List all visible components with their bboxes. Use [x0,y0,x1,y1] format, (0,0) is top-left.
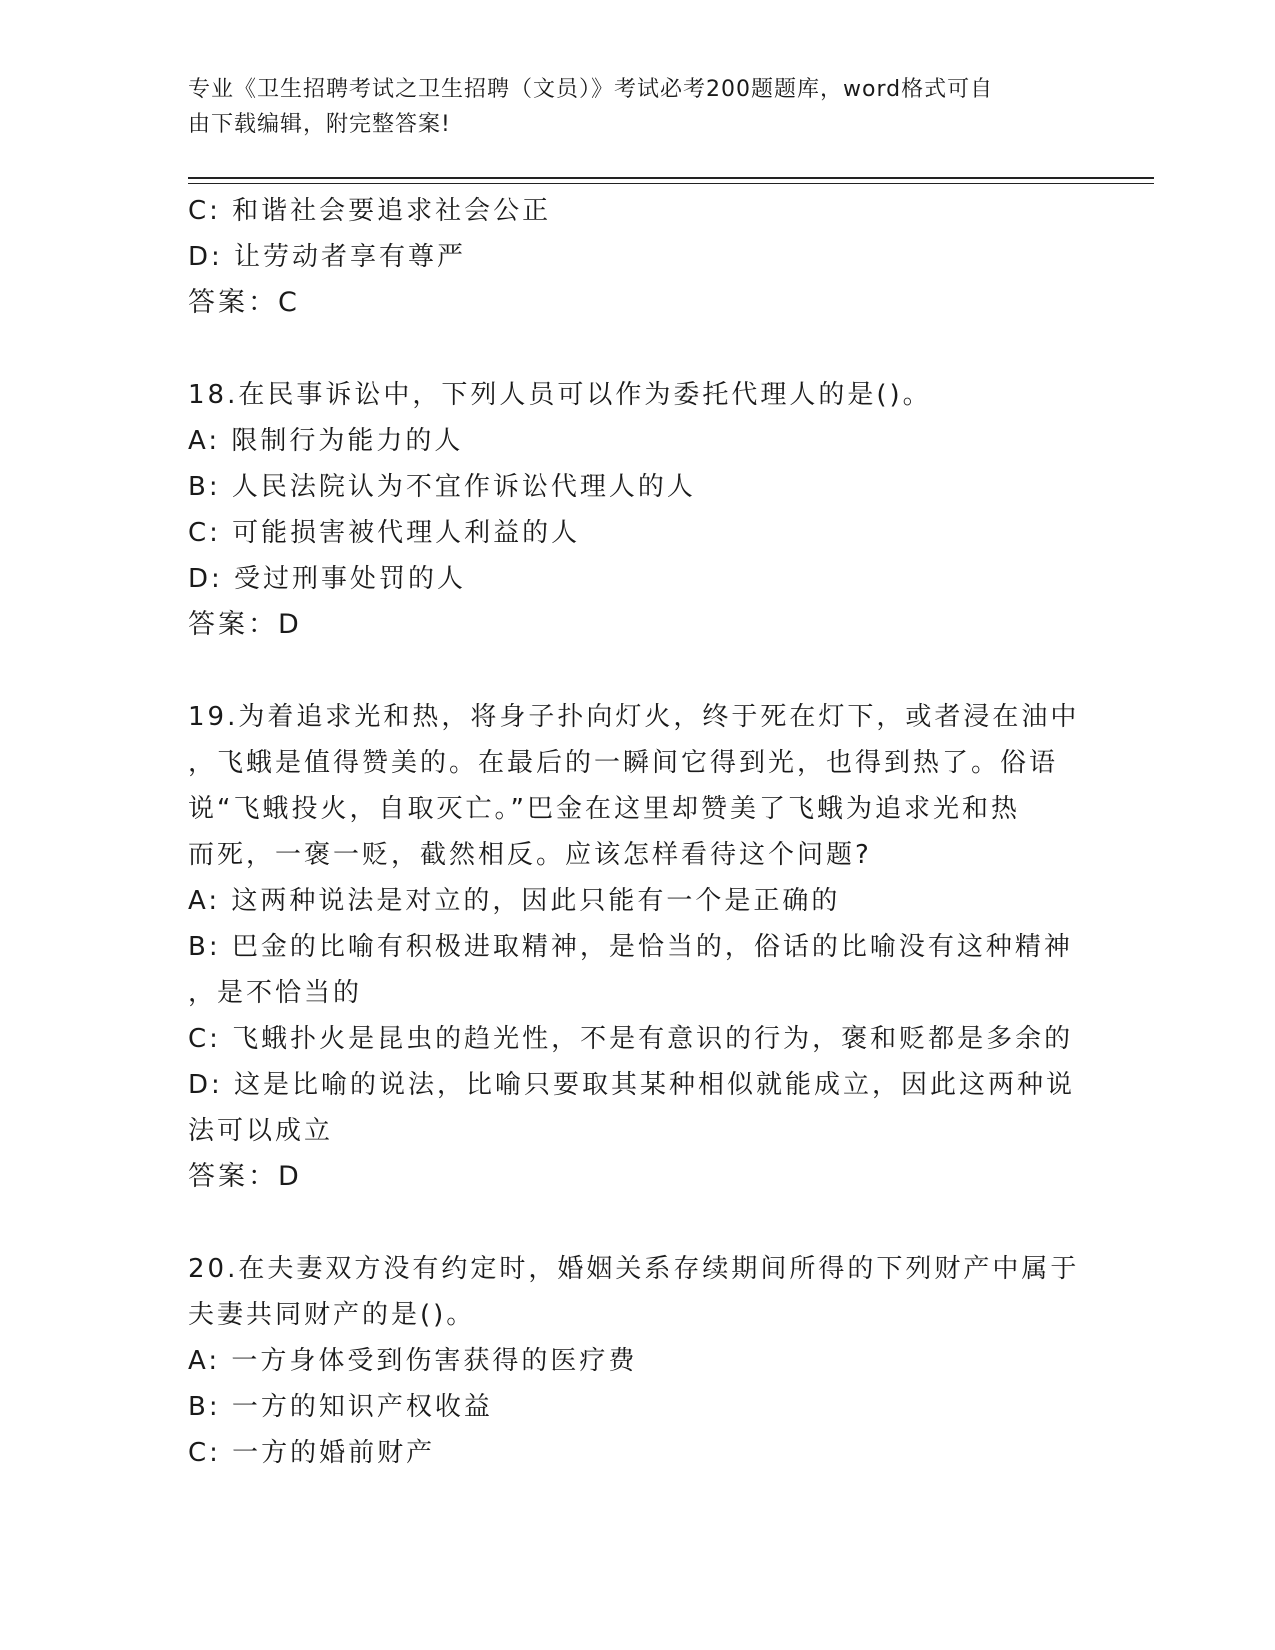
q20-option-a: A: 一方身体受到伤害获得的医疗费 [188,1346,638,1376]
q17-answer: 答案：C [188,287,300,318]
q18-option-d: D: 受过刑事处罚的人 [188,564,467,594]
q19-option-d-line-2: 法可以成立 [188,1116,334,1146]
question-17 [188,188,1088,326]
spacer [188,1200,1088,1246]
q19-option-a: A: 这两种说法是对立的，因此只能有一个是正确的 [188,886,841,916]
q19-option-b-line-2: ，是不恰当的 [188,978,363,1008]
q18-option-b: B: 人民法院认为不宜作诉讼代理人的人 [188,472,696,502]
q19-option-b-line-1: B: 巴金的比喻有积极进取精神，是恰当的，俗话的比喻没有这种精神 [188,932,1073,962]
q19-question-line-4: 而死，一褒一贬，截然相反。应该怎样看待这个问题? [188,840,872,870]
q20-question-line-1: 20.在夫妻双方没有约定时，婚姻关系存续期间所得的下列财产中属于 [188,1254,1080,1284]
header-divider-thick [188,177,1154,179]
document-body [188,188,1088,1476]
q18-answer: 答案：D [188,609,302,640]
page-header [188,72,1068,142]
question-19 [188,694,1088,1200]
q19-answer: 答案：D [188,1161,302,1192]
q19-option-d-line-1: D: 这是比喻的说法，比喻只要取其某种相似就能成立，因此这两种说 [188,1070,1076,1100]
q17-option-d: D: 让劳动者享有尊严 [188,242,467,272]
q20-option-b: B: 一方的知识产权收益 [188,1392,493,1422]
header-divider-thin [188,183,1154,184]
q18-question: 18.在民事诉讼中，下列人员可以作为委托代理人的是()。 [188,380,932,410]
q19-question-line-1: 19.为着追求光和热，将身子扑向灯火，终于死在灯下，或者浸在油中 [188,702,1080,732]
q18-option-a: A: 限制行为能力的人 [188,426,464,456]
spacer [188,326,1088,372]
question-20 [188,1246,1088,1476]
q20-option-c: C: 一方的婚前财产 [188,1438,436,1468]
spacer [188,648,1088,694]
header-title-line-1: 专业《卫生招聘考试之卫生招聘（文员）》考试必考200题题库，word格式可自 [188,77,994,102]
q20-question-line-2: 夫妻共同财产的是()。 [188,1300,476,1330]
q17-option-c: C: 和谐社会要追求社会公正 [188,196,552,226]
q19-question-line-3: 说“飞蛾投火，自取灭亡。”巴金在这里却赞美了飞蛾为追求光和热 [188,794,1020,824]
q18-option-c: C: 可能损害被代理人利益的人 [188,518,581,548]
q19-option-c: C: 飞蛾扑火是昆虫的趋光性，不是有意识的行为，褒和贬都是多余的 [188,1024,1074,1054]
q19-question-line-2: ，飞蛾是值得赞美的。在最后的一瞬间它得到光，也得到热了。俗语 [188,748,1059,778]
question-18 [188,372,1088,648]
header-title-line-2: 由下载编辑，附完整答案! [188,112,451,137]
